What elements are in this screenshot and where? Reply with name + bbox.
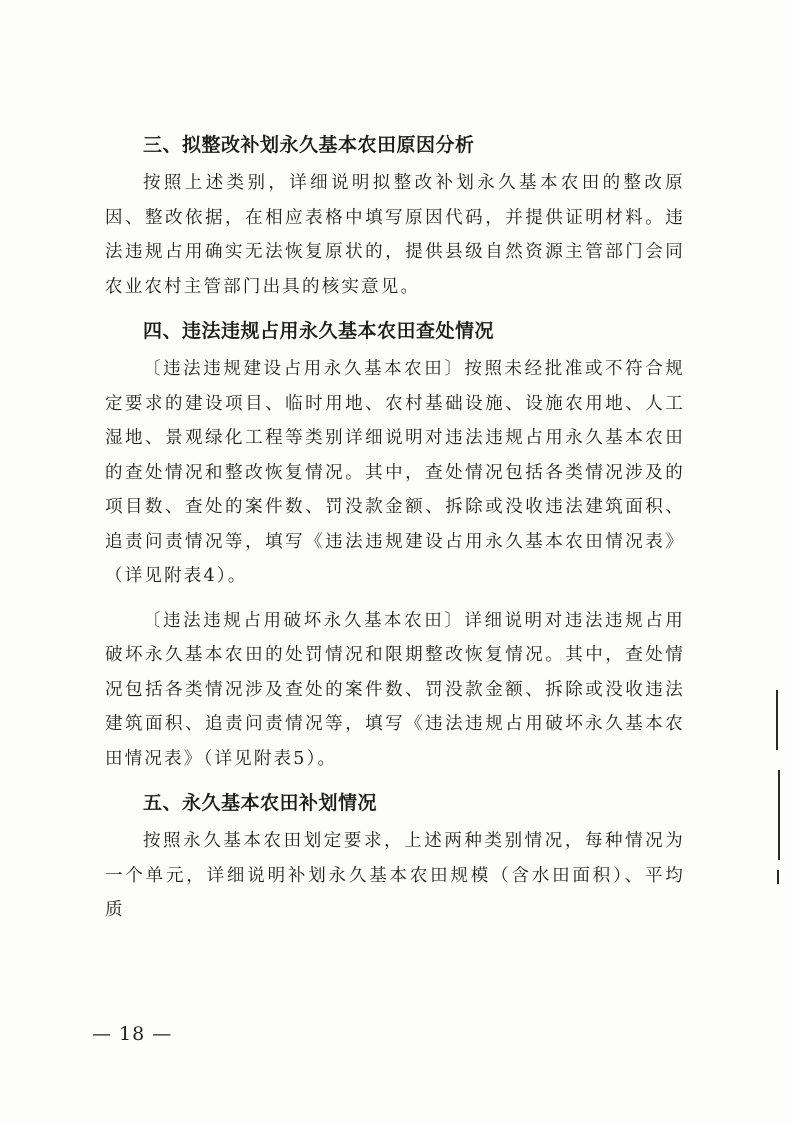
section-heading: 四、违法违规占用永久基本农田查处情况 <box>143 320 495 342</box>
paragraph: 〔违法违规占用破坏永久基本农田〕详细说明对违法违规占用破坏永久基本农田的处罚情况和限期整改恢复情况。其中，查处情况包括各类情况涉及查处的案件数、罚没款金额、拆除或没收违法建筑面积、追责问责情况等，填写《违法违规占用破坏永久基本农田情况表》（详见附表5）。 <box>105 610 685 769</box>
document-body <box>105 128 685 928</box>
paragraph: 按照上述类别，详细说明拟整改补划永久基本农田的整改原因、整改依据，在相应表格中填写原因代码，并提供证明材料。违法违规占用确实无法恢复原状的，提供县级自然资源主管部门会同农业农村主管部门出具的核实意见。 <box>105 173 685 297</box>
paragraph: 〔违法违规建设占用永久基本农田〕按照未经批准或不符合规定要求的建设项目、临时用地、农村基础设施、设施农用地、人工湿地、景观绿化工程等类别详细说明对违法违规占用永久基本农田的查处情况和整改恢复情况。其中，查处情况包括各类情况涉及的项目数、查处的案件数、罚没款金额、拆除或没收违法建筑面积、追责问责情况等，填写《违法违规建设占用永久基本农田情况表》（详见附表4）。 <box>105 359 685 586</box>
paragraph: 按照永久基本农田划定要求，上述两种类别情况，每种情况为一个单元，详细说明补划永久基本农田规模（含水田面积）、平均质 <box>105 831 685 920</box>
section-heading: 三、拟整改补划永久基本农田原因分析 <box>143 134 475 156</box>
scan-edge-mark <box>776 690 778 750</box>
scan-edge-mark <box>777 870 779 884</box>
section-heading: 五、永久基本农田补划情况 <box>143 792 378 814</box>
scan-edge-mark <box>778 770 780 860</box>
page-number: — 18 — <box>92 1023 173 1045</box>
section-cause-analysis <box>105 128 685 304</box>
section-supplementary-designation <box>105 786 685 928</box>
section-violation-handling <box>105 314 685 776</box>
